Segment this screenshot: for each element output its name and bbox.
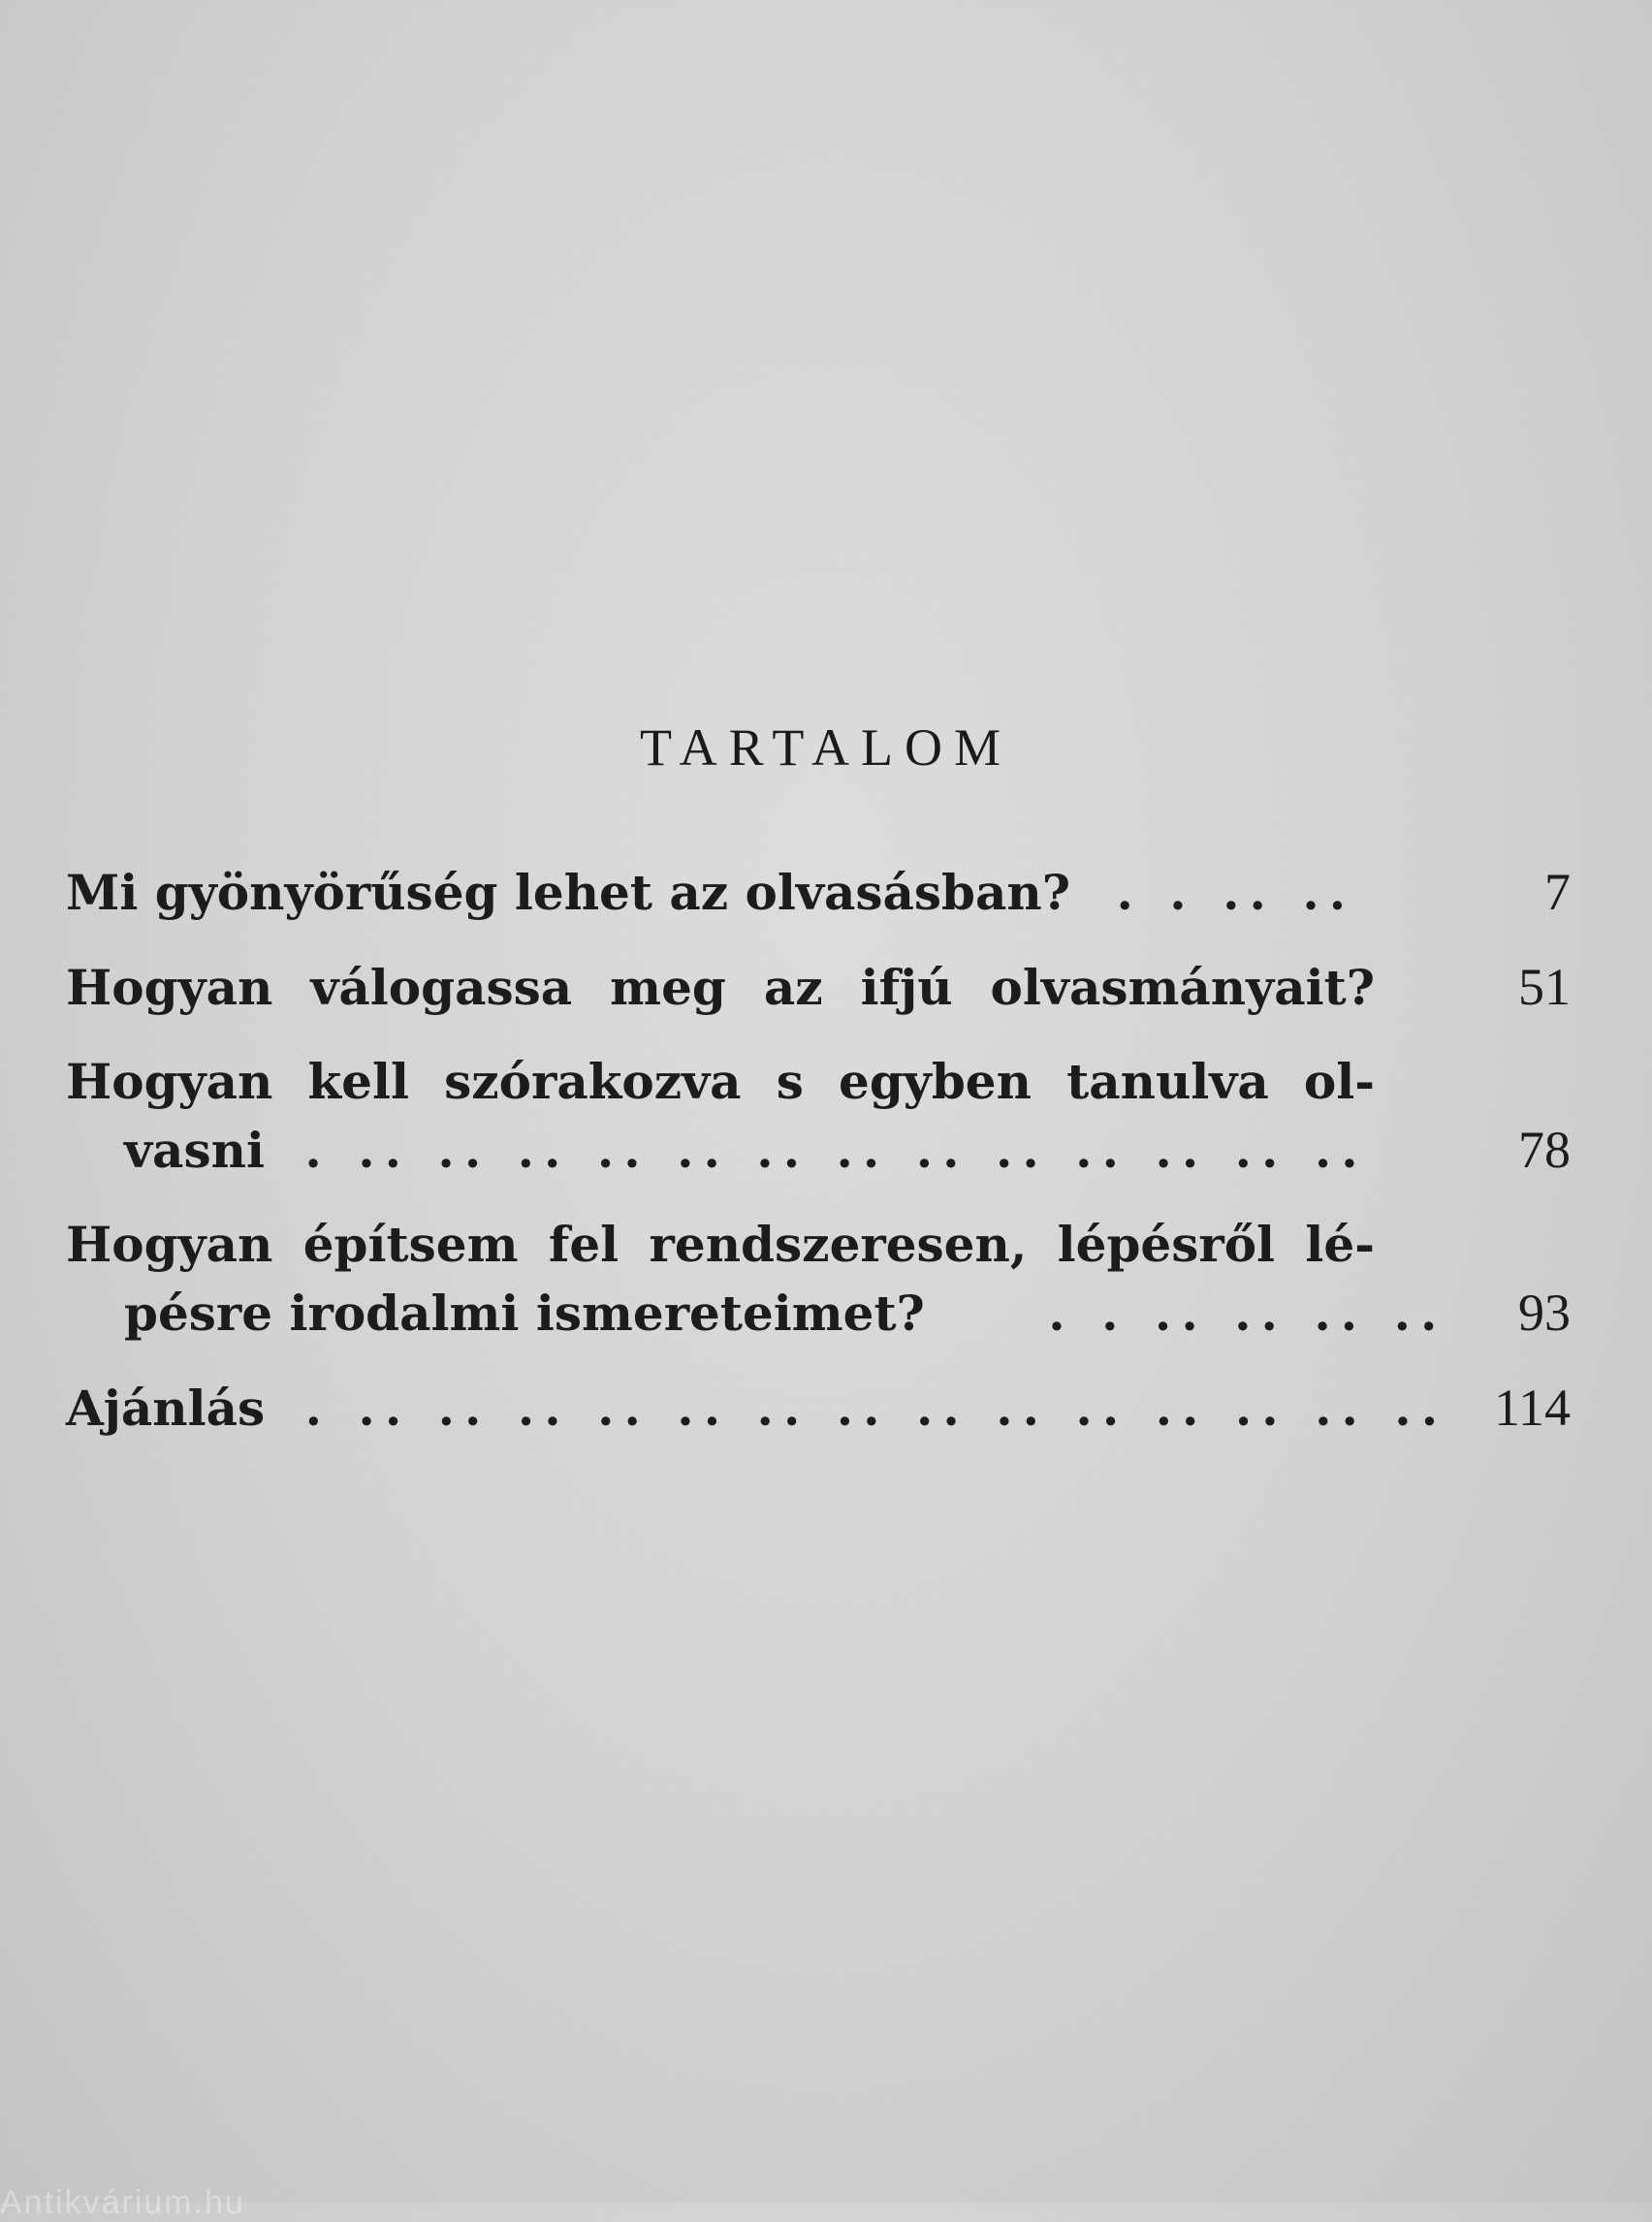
toc-entry-text (66, 1375, 1448, 1443)
toc-entry-text (66, 1117, 1375, 1185)
toc-page-number: 114 (1494, 1379, 1571, 1437)
toc-page-number: 7 (1544, 863, 1571, 921)
toc-entry (66, 1048, 1571, 1184)
watermark-logo: Antikvárium.hu (0, 2184, 245, 2221)
toc-entry (66, 1374, 1571, 1442)
toc-entry-title: Mi gyönyörűség lehet az olvasásban? (66, 864, 1071, 921)
toc-entry-title: Hogyan válogassa meg az ifjú olvasmányait? (66, 959, 1375, 1016)
toc-entry (66, 858, 1571, 926)
toc-entry-title-continued: vasni (124, 1122, 265, 1179)
toc-entry (66, 1211, 1571, 1347)
toc-entry-title: Ajánlás (66, 1380, 266, 1437)
toc-page-number: 78 (1518, 1121, 1571, 1179)
toc-page-number: 51 (1518, 958, 1571, 1016)
toc-entry-text (66, 1280, 1447, 1348)
dot-leader: . . .. .. .. .. (1048, 1285, 1447, 1342)
dot-leader: . .. .. .. .. .. .. .. .. .. .. .. .. .. .. (304, 1380, 1448, 1437)
dot-leader: . . .. .. (1116, 864, 1356, 921)
toc-entry (66, 953, 1571, 1021)
toc-entry-title: Hogyan építsem fel rendszeresen, lépésről lé- (66, 1216, 1375, 1273)
dot-leader: . .. .. .. .. .. .. .. .. .. .. .. .. .. (304, 1122, 1368, 1179)
page-title: TARTALOM (639, 718, 1013, 777)
toc-entry-title-continued: pésre irodalmi ismereteimet? (124, 1285, 925, 1342)
toc-entry-title: Hogyan kell szórakozva s egyben tanulva ol- (66, 1053, 1375, 1110)
table-of-contents (66, 858, 1571, 1442)
toc-entry-text (66, 859, 1375, 927)
toc-page-number: 93 (1518, 1284, 1571, 1342)
